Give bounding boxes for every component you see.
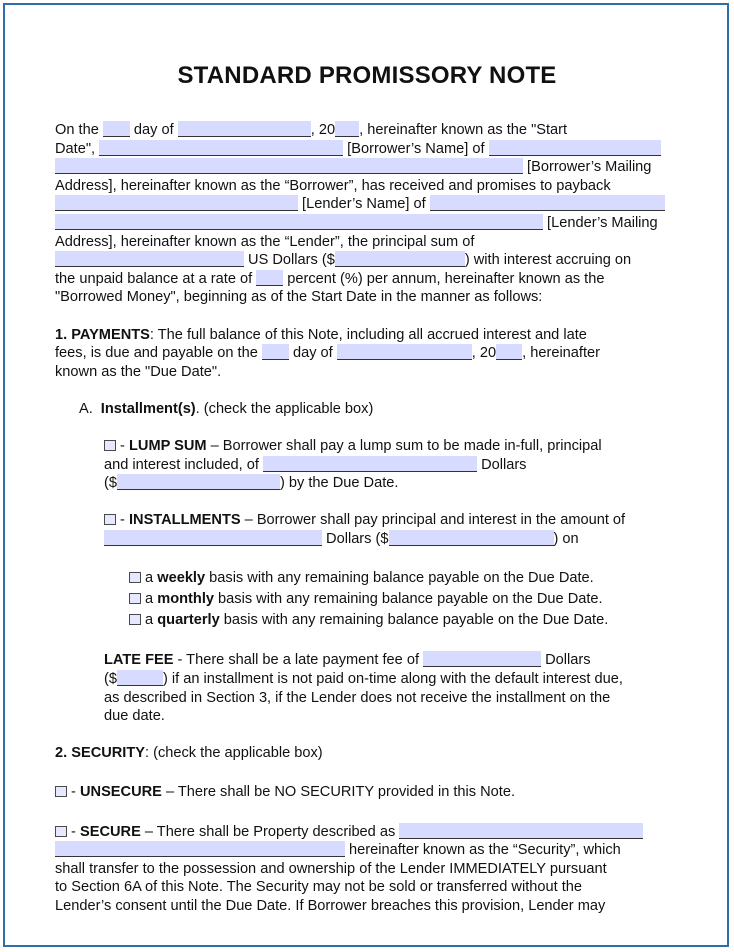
- principal-words-field[interactable]: [55, 251, 244, 267]
- secure-option: - SECURE – There shall be Property described as: [55, 823, 685, 842]
- payments-line: fees, is due and payable on the day of , 20 , hereinafter: [55, 345, 601, 362]
- lump-sum-checkbox[interactable]: [104, 440, 116, 451]
- interest-rate-field[interactable]: [256, 270, 283, 286]
- principal-amount-field[interactable]: [335, 251, 465, 267]
- lump-sum-words-field[interactable]: [263, 456, 477, 472]
- intro-line: On the day of , 20 , hereinafter known as the "Start: [55, 122, 568, 138]
- payments-section: 1. PAYMENTS: The full balance of this Note, including all accrued interest and late: [55, 326, 587, 343]
- borrower-name-field[interactable]: [99, 140, 343, 156]
- security-heading: 2. SECURITY: [55, 745, 146, 762]
- intro-line: Address], hereinafter known as the “Borrower”, has received and promises to payback: [55, 177, 611, 194]
- security-description-field-2[interactable]: [55, 841, 345, 857]
- intro-line: US Dollars ($ ) with interest accruing on: [55, 251, 685, 270]
- lump-sum-label: LUMP SUM: [128, 438, 207, 455]
- borrower-address-field-2[interactable]: [55, 158, 523, 174]
- document-title: STANDARD PROMISSORY NOTE: [177, 62, 557, 89]
- start-month-field[interactable]: [178, 121, 311, 137]
- late-fee-block: LATE FEE - There shall be a late payment fee of Dollars: [104, 652, 591, 669]
- secure-checkbox[interactable]: [55, 826, 67, 837]
- intro-line: [Lender’s Mailing: [55, 214, 685, 233]
- lender-name-field[interactable]: [55, 195, 298, 211]
- installments-block: - INSTALLMENTS – Borrower shall pay principal and interest in the amount of: [104, 511, 685, 530]
- lender-address-field-2[interactable]: [55, 214, 543, 230]
- unsecure-checkbox[interactable]: [55, 786, 67, 797]
- intro-line: "Borrowed Money", beginning as of the Start Date in the manner as follows:: [55, 289, 543, 306]
- due-day-field[interactable]: [262, 344, 289, 360]
- installments-label: INSTALLMENTS: [128, 512, 241, 529]
- unsecure-option: - UNSECURE – There shall be NO SECURITY provided in this Note.: [55, 783, 685, 802]
- due-year-field[interactable]: [496, 344, 522, 360]
- quarterly-checkbox[interactable]: [129, 614, 141, 625]
- frequency-option-monthly: a monthly basis with any remaining balance payable on the Due Date.: [129, 590, 685, 611]
- installment-words-field[interactable]: [104, 530, 322, 546]
- installment-amount-field[interactable]: [389, 530, 554, 546]
- late-fee-amount-field[interactable]: [117, 670, 163, 686]
- lump-sum-block: - LUMP SUM – Borrower shall pay a lump sum to be made in-full, principal and interest included, of Dollars ($ ) by the Due Date. - INSTALLMENTS – Borrower shall pay principal and interest in the amount of Dollars ($ ) on a weekly basis with any remaining balance payable on the Due Date. a monthly basis with any remaining balance payable on the Due Date. a quarterly basis with any remaining balance payable on the Due Date. LATE FEE - There shall be a late payment fee of Dollars ($ ) if an installment is not paid on-time along with the default interest due, as described in Section 3, if the Lender does not receive the installment on the due date.: [55, 437, 685, 726]
- intro-line: the unpaid balance at a rate of percent (%) per annum, hereinafter known as the: [55, 270, 605, 287]
- late-fee-label: LATE FEE: [104, 652, 174, 669]
- installments-subsection: A. Installment(s). (check the applicable box): [79, 400, 374, 417]
- intro-line: [Lender’s Name] of: [55, 195, 685, 214]
- borrower-address-field-1[interactable]: [489, 140, 661, 156]
- document-body: On the day of , 20 , hereinafter known as the "Start Date", [Borrower’s Name] of [Borrower’s Mailing Address], hereinafter known as the “Borrower”, has received and promises to payback [Lender’s Name] of [Lender’s Mailing Address], hereinafter known as the “Lender”, the principal sum of US Dollars ($ ) with interest accruing on the unpaid balance at a rate of percent (%) per annum, hereinafter known as the "Borrowed Money", beginning as of the Start Date in the manner as follows: 1. PAYMENTS: The full balance of this Note, including all accrued interest and late fees, is due and payable on the day of , 20 , hereinafter known as the "Due Date". A. Installment(s). (check the applicable box) - LUMP SUM – Borrower shall pay a lump sum to be made in-full, principal and interest included, of Dollars ($ ) by the Due Date. - INSTALLMENTS – Borrower shall pay principal and interest in the amount of Dollars ($ ) on a weekly basis with any remaining balance payable on the Due Date. a monthly basis with any remaining balance payable on the Due Date. a quarterly basis with any remaining balance payable on the Due Date. LATE FEE - There shall be a late payment fee of Dollars ($ ) if an installment is not paid on-time along with the default interest due, as described in Section 3, if the Lender does not receive the installment on the due date. 2. SECURITY: (check the applicable box) - UNSECURE – There shall be NO SECURITY provided in this Note. - SECURE – There shall be Property described as hereinafter known as the “Security”, which shall transfer to the possession and ownership of the Lender IMMEDIATELY pursuant to Section 6A of this Note. The Security may not be sold or transferred without the Lender’s consent until the Due Date. If Borrower breaches this provision, Lender may: [55, 121, 685, 916]
- weekly-checkbox[interactable]: [129, 572, 141, 583]
- frequency-option-weekly: a weekly basis with any remaining balance payable on the Due Date.: [129, 569, 685, 590]
- lender-address-field-1[interactable]: [430, 195, 665, 211]
- lump-sum-amount-field[interactable]: [117, 474, 280, 490]
- start-year-field[interactable]: [335, 121, 359, 137]
- payments-line: known as the "Due Date".: [55, 363, 222, 380]
- intro-line: [Borrower’s Mailing: [55, 158, 685, 177]
- frequency-options: [104, 569, 685, 633]
- payments-heading: 1. PAYMENTS: [55, 326, 150, 343]
- late-fee-words-field[interactable]: [423, 651, 541, 667]
- monthly-checkbox[interactable]: [129, 593, 141, 604]
- start-day-field[interactable]: [103, 121, 130, 137]
- intro-line: Date", [Borrower’s Name] of: [55, 140, 685, 159]
- security-section: 2. SECURITY: (check the applicable box): [55, 745, 323, 762]
- intro-line: Address], hereinafter known as the “Lender”, the principal sum of: [55, 233, 475, 250]
- due-month-field[interactable]: [337, 344, 472, 360]
- frequency-option-quarterly: a quarterly basis with any remaining balance payable on the Due Date.: [129, 611, 685, 632]
- security-description-field-1[interactable]: [399, 823, 643, 839]
- installments-checkbox[interactable]: [104, 514, 116, 525]
